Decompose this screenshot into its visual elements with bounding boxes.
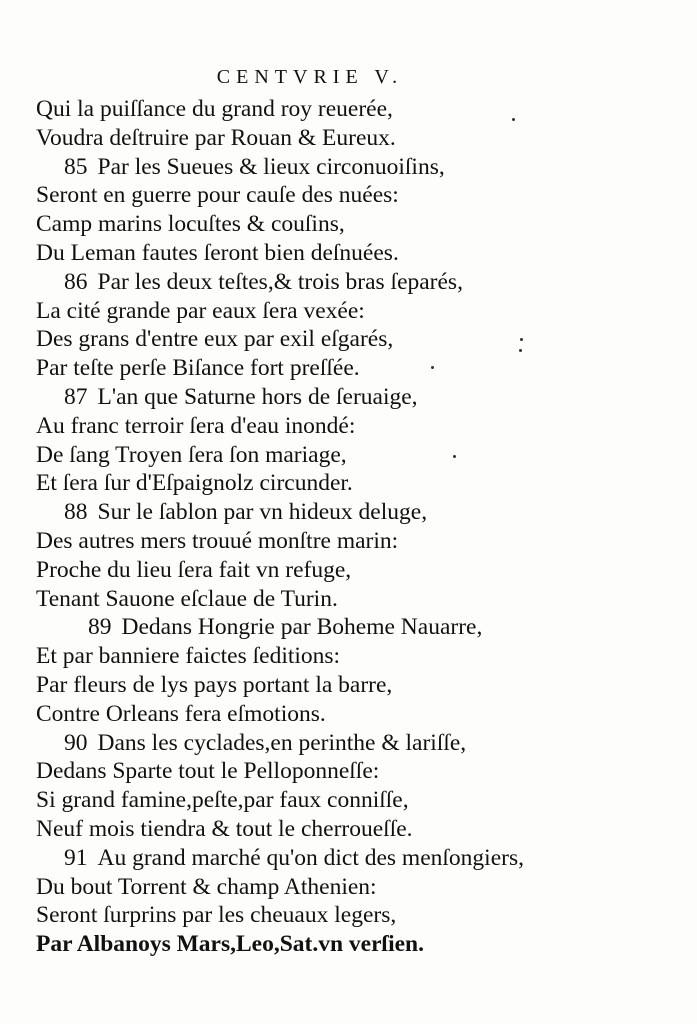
quatrain-number: 88 — [64, 499, 88, 526]
verse-line: Seront ſurprins par les cheuaux legers, — [36, 902, 397, 929]
verse-line: Voudra deſtruire par Rouan & Eureux. — [36, 124, 396, 151]
verse-line-text: L'an que Saturne hors de ſeruaige, — [97, 383, 418, 410]
verse-line: De ſang Troyen ſera ſon mariage, — [36, 441, 347, 468]
verse-line: Par fleurs de lys pays portant la barre, — [36, 671, 393, 698]
verse-line: Tenant Sauone eſclaue de Turin. — [36, 585, 338, 612]
verse-line-numbered — [36, 268, 656, 297]
quatrain-number: 89 — [88, 614, 112, 641]
verse-line: Du bout Torrent & champ Athenien: — [36, 873, 377, 900]
verse-line: Seront en guerre pour cauſe des nuées: — [36, 182, 399, 209]
verse-line: Camp marins locuſtes & couſins, — [36, 211, 345, 238]
verse-line: Et par banniere faictes ſeditions: — [36, 643, 341, 670]
verse-line: Neuf mois tiendra & tout le cherroueſſe. — [36, 815, 413, 842]
quatrain-number: 91 — [64, 844, 88, 871]
verse-line-text: Dedans Hongrie par Boheme Nauarre, — [121, 614, 483, 641]
verse-line: Par Albanoys Mars,Leo,Sat.vn verſien. — [36, 931, 424, 958]
quatrain-number: 90 — [64, 729, 88, 756]
verse-line: Si grand famine,peſte,par faux conniſſe, — [36, 787, 409, 814]
verse-line-text: Dans les cyclades,en perinthe & lariſſe, — [97, 729, 467, 756]
verse-line: Des grans d'entre eux par exil eſgarés, — [36, 326, 394, 353]
quatrain-number: 87 — [64, 383, 88, 410]
scan-speck — [520, 338, 523, 341]
quatrain-number: 86 — [64, 268, 88, 295]
verse-line: Dedans Sparte tout le Pelloponneſſe: — [36, 758, 380, 785]
verse-line: Par teſte perſe Biſance fort preſſée. — [36, 355, 360, 382]
verse-line-numbered — [36, 729, 656, 758]
verse-line: Contre Orleans fera eſmotions. — [36, 700, 326, 727]
verse-line: Proche du lieu ſera fait vn refuge, — [36, 556, 352, 583]
verse-line: La cité grande par eaux ſera vexée: — [36, 297, 365, 324]
verse-line: Des autres mers trouué monſtre marin: — [36, 527, 399, 554]
verse-line-numbered — [36, 498, 656, 527]
scan-speck — [519, 349, 522, 352]
verse-line: Qui la puiſſance du grand roy reuerée, — [36, 96, 393, 122]
verse-line-numbered — [36, 153, 656, 182]
verse-line-numbered — [36, 844, 656, 873]
verse-line-text: Par les deux teſtes,& trois bras ſeparés, — [97, 268, 463, 295]
verse-line: Du Leman fautes ſeront bien deſnuées. — [36, 239, 399, 266]
scan-speck — [431, 366, 434, 369]
verse-line-numbered — [36, 383, 656, 412]
verse-line: Au franc terroir ſera d'eau inondé: — [36, 412, 356, 439]
running-head: CENTVRIE V. — [216, 66, 404, 88]
scan-speck — [512, 118, 515, 121]
scan-speck — [453, 455, 456, 458]
verse-line-text: Au grand marché qu'on dict des menſongiers, — [97, 844, 524, 871]
quatrain-number: 85 — [64, 153, 88, 180]
verse-line-numbered — [36, 613, 656, 642]
verse-block — [36, 95, 656, 959]
verse-line-text: Par les Sueues & lieux circonuoiſins, — [97, 153, 445, 180]
verse-line: Et ſera ſur d'Eſpaignolz circunder. — [36, 470, 353, 497]
verse-line-text: Sur le ſablon par vn hideux deluge, — [97, 499, 428, 526]
